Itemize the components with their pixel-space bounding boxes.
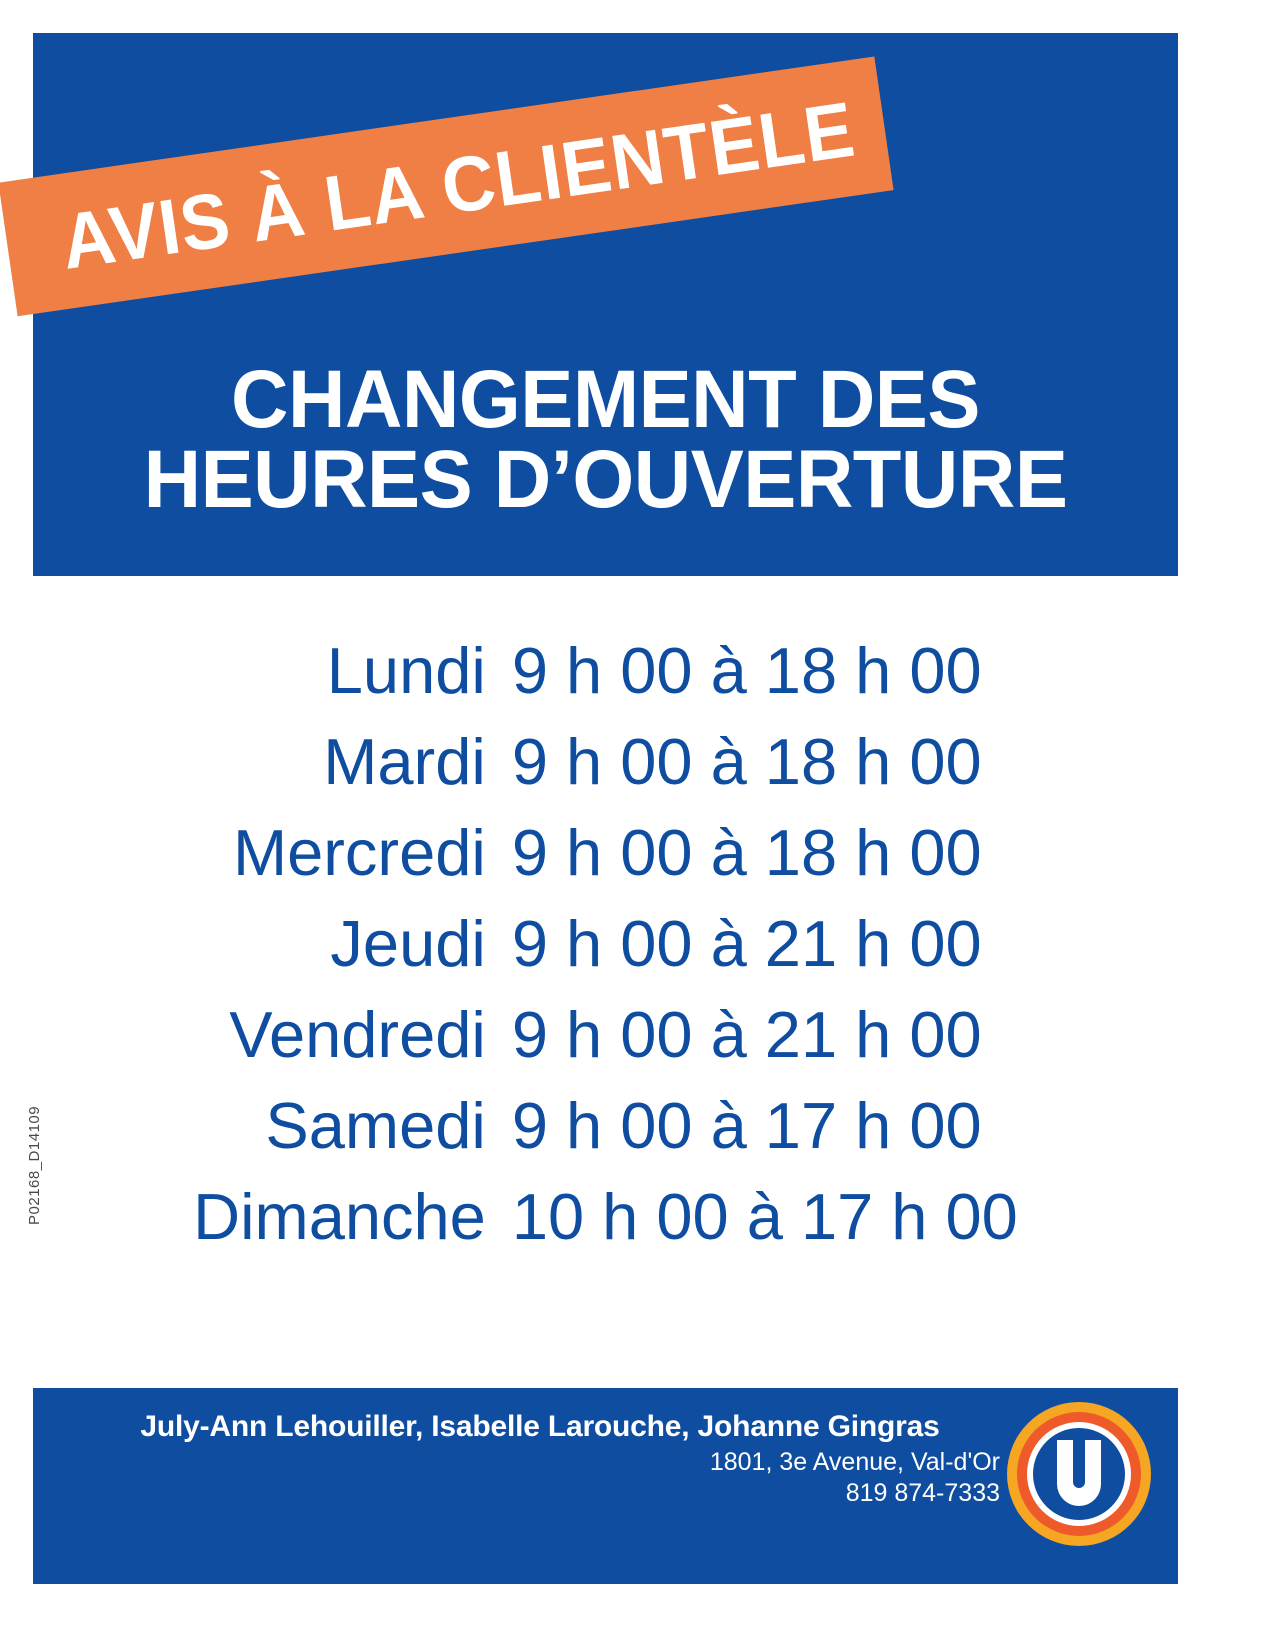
table-row [193, 898, 1018, 989]
table-row [193, 1171, 1018, 1262]
table-row [193, 807, 1018, 898]
page-title-line-1: CHANGEMENT DES [231, 354, 980, 445]
table-row [193, 989, 1018, 1080]
day-label: Jeudi [330, 907, 486, 980]
hours-value: 9 h 00 à 18 h 00 [511, 816, 982, 889]
opening-hours-table [193, 625, 1018, 1262]
notice-ribbon-label: AVIS À LA CLIENTÈLE [55, 84, 861, 286]
footer-owner-names: July-Ann Lehouiller, Isabelle Larouche, Johanne Gingras [140, 1410, 940, 1443]
day-label: Samedi [265, 1089, 486, 1162]
day-label: Dimanche [193, 1180, 486, 1253]
footer-contact [80, 1410, 1000, 1508]
day-label: Vendredi [229, 998, 486, 1071]
hours-value: 9 h 00 à 21 h 00 [511, 998, 982, 1071]
footer-phone: 819 874-7333 [845, 1479, 1000, 1507]
day-label: Lundi [326, 634, 486, 707]
page-title-line-2: HEURES D’OUVERTURE [143, 434, 1068, 526]
page-title [33, 354, 1178, 526]
opening-hours-section [33, 625, 1178, 1262]
uniprix-logo-icon [1005, 1400, 1153, 1548]
document-reference-code: P02168_D14109 [26, 1105, 43, 1225]
hours-value: 9 h 00 à 17 h 00 [511, 1089, 982, 1162]
table-row [193, 625, 1018, 716]
table-row [193, 716, 1018, 807]
hours-value: 9 h 00 à 18 h 00 [511, 634, 982, 707]
hours-value: 10 h 00 à 17 h 00 [511, 1180, 1018, 1253]
day-label: Mercredi [232, 816, 486, 889]
table-row [193, 1080, 1018, 1171]
hours-value: 9 h 00 à 18 h 00 [511, 725, 982, 798]
day-label: Mardi [323, 725, 486, 798]
hours-value: 9 h 00 à 21 h 00 [511, 907, 982, 980]
footer-address: 1801, 3e Avenue, Val-d'Or [709, 1448, 1000, 1476]
